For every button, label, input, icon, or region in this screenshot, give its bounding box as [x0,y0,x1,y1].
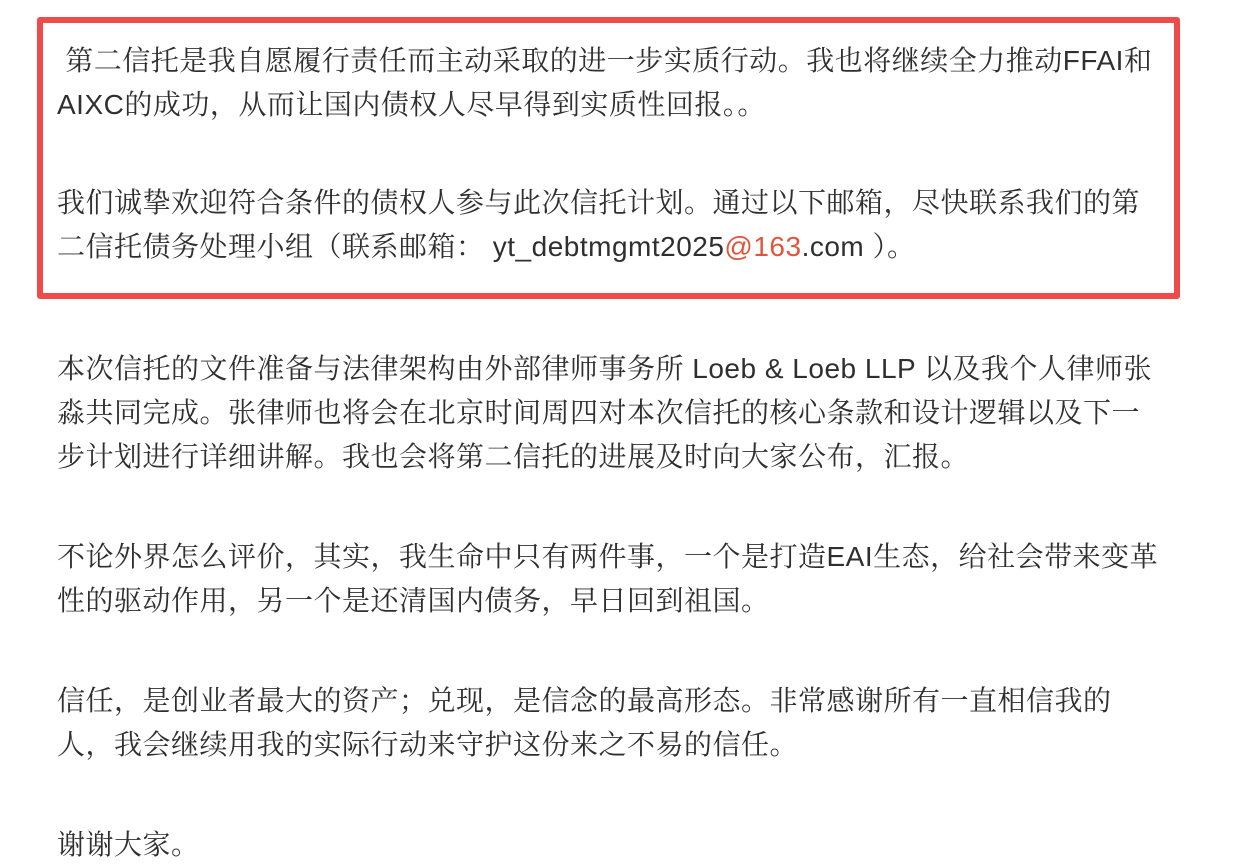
email-tld: .com [801,231,865,262]
paragraph-two-things: 不论外界怎么评价，其实，我生命中只有两件事，一个是打造EAI生态，给社会带来变革性的驱动作用，另一个是还清国内债务，早日回到祖国。 [57,541,1159,616]
paragraph-creditor-invite-text: 我们诚挚欢迎符合条件的债权人参与此次信托计划。通过以下邮箱，尽快联系我们的第二信托债务处理小组（联系邮箱： [57,187,1141,262]
red-annotation-box [37,17,1180,299]
paragraph-legal-team: 本次信托的文件准备与法律架构由外部律师事务所 Loeb & Loeb LLP 以及我个人律师张淼共同完成。张律师也将会在北京时间周四对本次信托的核心条款和设计逻辑以及下一步计划进行详细讲解。我也会将第二信托的进展及时向大家公布，汇报。 [57,353,1152,472]
email-local-part: yt_debtmgmt2025 [492,231,725,262]
paragraph-creditor-invite [57,181,1154,269]
paragraph-thanks: 谢谢大家。 [57,829,200,860]
email-at-domain-link[interactable]: @163 [724,231,802,262]
paragraph-creditor-invite-closing: ）。 [864,231,916,262]
paragraph-second-trust: 第二信托是我自愿履行责任而主动采取的进一步实质行动。我也将继续全力推动FFAI和 AIXC的成功，从而让国内债权人尽早得到实质性回报。。 [57,45,1153,120]
paragraph-trust-belief: 信任，是创业者最大的资产；兑现，是信念的最高形态。非常感谢所有一直相信我的人，我会继续用我的实际行动来守护这份来之不易的信任。 [57,685,1112,760]
